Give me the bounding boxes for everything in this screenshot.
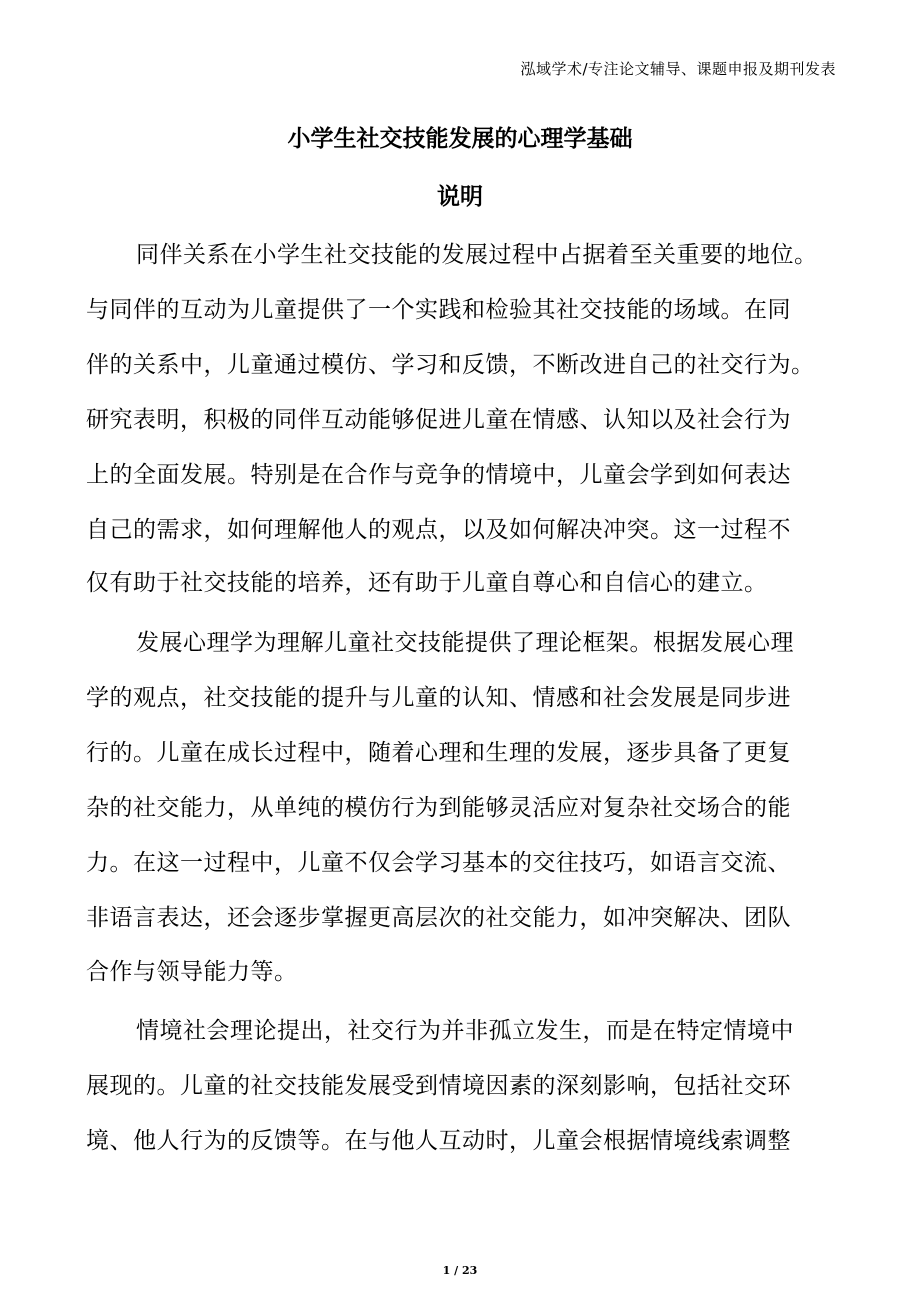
text-line: 非语言表达，还会逐步掌握更高层次的社交能力，如冲突解决、团队 (86, 905, 791, 931)
text-line: 发展心理学为理解儿童社交技能提供了理论框架。根据发展心理 (136, 630, 794, 656)
text-line: 行的。儿童在成长过程中，随着心理和生理的发展，逐步具备了更复 (86, 740, 791, 766)
text-line: 展现的。儿童的社交技能发展受到情境因素的深刻影响，包括社交环 (86, 1073, 791, 1099)
text-line: 同伴关系在小学生社交技能的发展过程中占据着至关重要的地位。 (136, 242, 818, 268)
text-line: 杂的社交能力，从单纯的模仿行为到能够灵活应对复杂社交场合的能 (86, 795, 791, 821)
text-line: 力。在这一过程中，儿童不仅会学习基本的交往技巧，如语言交流、 (86, 850, 791, 876)
text-line: 上的全面发展。特别是在合作与竞争的情境中，儿童会学到如何表达 (86, 462, 791, 488)
text-line: 伴的关系中，儿童通过模仿、学习和反馈，不断改进自己的社交行为。 (86, 352, 815, 378)
document-title: 小学生社交技能发展的心理学基础 (287, 126, 633, 152)
text-line: 与同伴的互动为儿童提供了一个实践和检验其社交技能的场域。在同 (86, 297, 791, 323)
page-header: 泓域学术/专注论文辅导、课题申报及期刊发表 (520, 60, 836, 78)
text-line: 仅有助于社交技能的培养，还有助于儿童自尊心和自信心的建立。 (86, 570, 768, 596)
text-line: 合作与领导能力等。 (86, 959, 298, 985)
text-line: 自己的需求，如何理解他人的观点，以及如何解决冲突。这一过程不 (86, 517, 791, 543)
text-line: 情境社会理论提出，社交行为并非孤立发生，而是在特定情境中 (136, 1018, 794, 1044)
section-heading: 说明 (437, 184, 483, 210)
page-number: 1 / 23 (442, 1264, 478, 1277)
text-line: 研究表明，积极的同伴互动能够促进儿童在情感、认知以及社会行为 (86, 407, 791, 433)
text-line: 学的观点，社交技能的提升与儿童的认知、情感和社会发展是同步进 (86, 685, 791, 711)
text-line: 境、他人行为的反馈等。在与他人互动时，儿童会根据情境线索调整 (86, 1128, 791, 1154)
